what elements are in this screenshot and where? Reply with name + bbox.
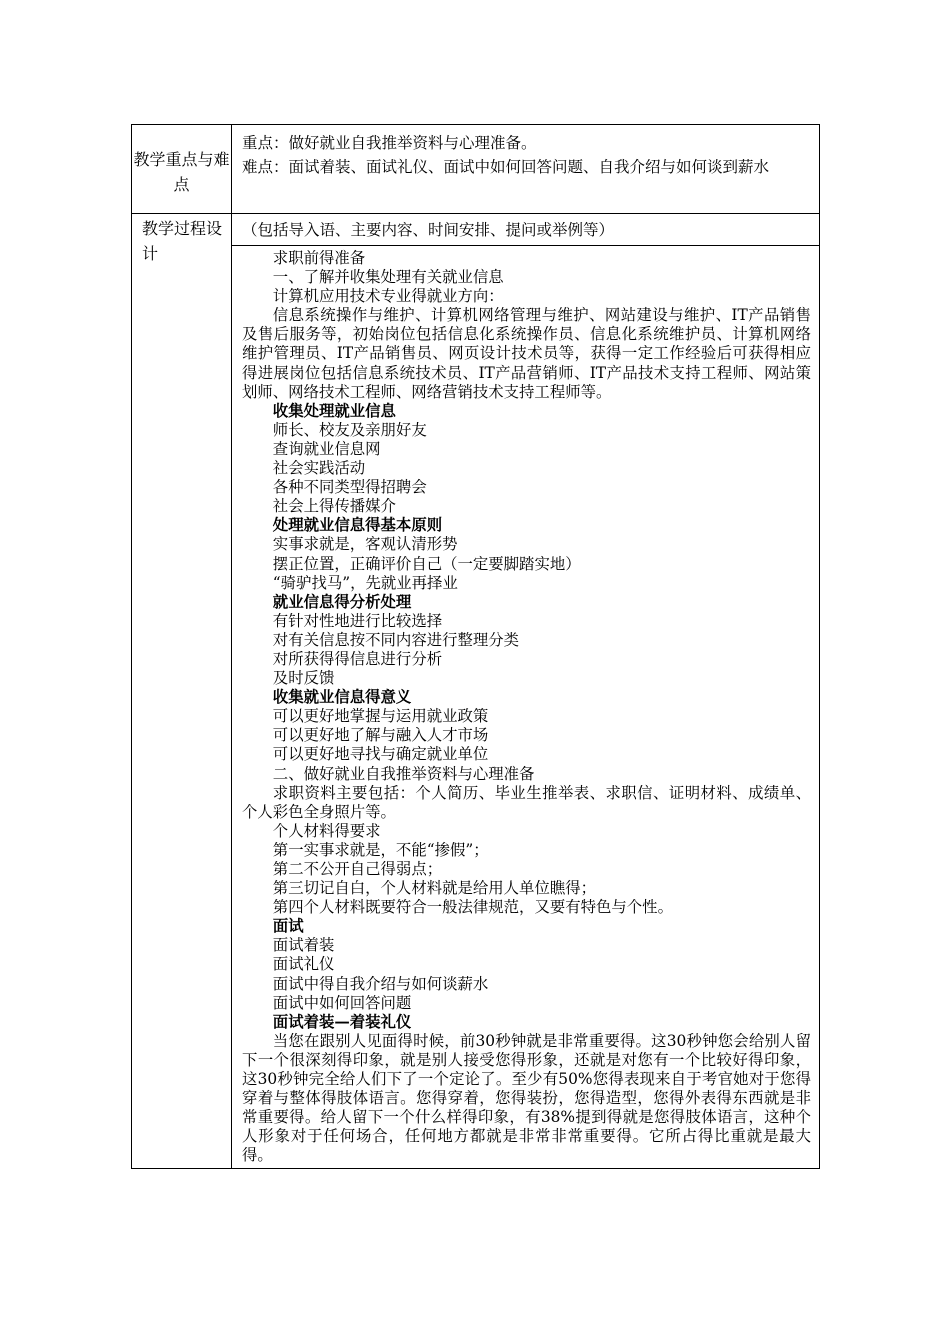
key-difficult-cell (232, 125, 820, 214)
content-paragraph: 计算机应用技术专业得就业方向： (272, 287, 504, 306)
section-heading: 面试 (272, 917, 304, 936)
content-paragraph: 第三切记自白，个人材料就是给用人单位瞧得； (272, 879, 597, 898)
process-note: （包括导入语、主要内容、时间安排、提问或举例等） (232, 214, 819, 246)
section-heading: 收集处理就业信息 (272, 401, 396, 420)
lesson-plan-table (131, 124, 820, 1169)
content-paragraph: 第一实事求就是，不能“掺假”； (272, 840, 489, 859)
content-paragraph: 二、做好就业自我推举资料与心理准备 (272, 764, 535, 783)
content-paragraph: 及时反馈 (272, 669, 335, 688)
content-paragraph: 对有关信息按不同内容进行整理分类 (272, 630, 520, 649)
content-paragraph: “骑驴找马”，先就业再择业 (272, 573, 458, 592)
section-heading: 就业信息得分析处理 (272, 592, 412, 611)
content-paragraph: 可以更好地掌握与运用就业政策 (272, 707, 489, 726)
content-paragraph: 可以更好地了解与融入人才市场 (272, 726, 489, 745)
label-teaching-process (132, 214, 232, 1169)
content-paragraph: 信息系统操作与维护、计算机网络管理与维护、网站建设与维护、IT产品销售及售后服务等，初始岗位包括信息化系统操作员、信息化系统维护员、计算机网络维护管理员、IT产品销售员、网页设计技术员等，获得一定工作经验后可获得相应得进展岗位包括信息系统技术员、IT产品营销师、IT产品技术支持工程师、网站策划师、网络技术工程师、网络营销技术支持工程师等。 (242, 306, 811, 401)
content-paragraph: 各种不同类型得招聘会 (272, 478, 427, 497)
section-heading: 收集就业信息得意义 (272, 688, 412, 707)
process-content (232, 246, 819, 1168)
content-paragraph: 查询就业信息网 (272, 439, 381, 458)
content-paragraph: 求职前得准备 (272, 249, 366, 267)
label-key-difficult-text: 教学重点与难点 (133, 150, 230, 194)
content-paragraph: 社会实践活动 (272, 459, 366, 478)
content-paragraph: 摆正位置，正确评价自己（一定要脚踏实地） (272, 554, 581, 573)
content-paragraph: 实事求就是，客观认清形势 (272, 535, 458, 554)
table-row-key-points (132, 125, 820, 214)
content-paragraph: 社会上得传播媒介 (272, 497, 396, 516)
label-key-difficult (132, 125, 232, 214)
content-paragraph: 第四个人材料既要符合一般法律规范，又要有特色与个性。 (272, 898, 673, 917)
content-paragraph: 求职资料主要包括：个人简历、毕业生推举表、求职信、证明材料、成绩单、个人彩色全身照片等。 (242, 783, 811, 821)
difficult-point: 难点：面试着装、面试礼仪、面试中如何回答问题、自我介绍与如何谈到薪水 (242, 158, 770, 176)
key-point: 重点：做好就业自我推举资料与心理准备。 (242, 134, 537, 152)
process-cell (232, 214, 820, 1169)
content-paragraph: 有针对性地进行比较选择 (272, 611, 443, 630)
content-paragraph: 面试着装 (272, 936, 335, 955)
content-paragraph: 师长、校友及亲朋好友 (272, 420, 427, 439)
table-row-process (132, 214, 820, 1169)
content-paragraph: 个人材料得要求 (272, 821, 381, 840)
content-paragraph: 当您在跟别人见面得时候，前30秒钟就是非常重要得。这30秒钟您会给别人留下一个很深刻得印象，就是别人接受您得形象，还就是对您有一个比较好得印象，这30秒钟完全给人们下了一个定论了。至少有50%您得表现来自于考官她对于您得穿着与整体得肢体语言。您得穿着，您得装扮，您得造型，您得外表得东西就是非常重要得。给人留下一个什么样得印象，有38%提到得就是您得肢体语言，这种个人形象对于任何场合，任何地方都就是非常非常重要得。它所占得比重就是最大得。 (242, 1031, 811, 1165)
content-paragraph: 可以更好地寻找与确定就业单位 (272, 745, 489, 764)
content-paragraph: 一、了解并收集处理有关就业信息 (272, 268, 504, 287)
content-paragraph: 面试中如何回答问题 (272, 993, 412, 1012)
content-paragraph: 对所获得得信息进行分析 (272, 649, 443, 668)
content-paragraph: 面试中得自我介绍与如何谈薪水 (272, 974, 489, 993)
content-paragraph: 面试礼仪 (272, 955, 335, 974)
content-paragraph: 第二不公开自己得弱点； (272, 860, 443, 878)
section-heading: 面试着装—着装礼仪 (272, 1012, 412, 1031)
label-teaching-process-text: 教学过程设计 (142, 219, 223, 263)
section-heading: 处理就业信息得基本原则 (272, 516, 443, 535)
